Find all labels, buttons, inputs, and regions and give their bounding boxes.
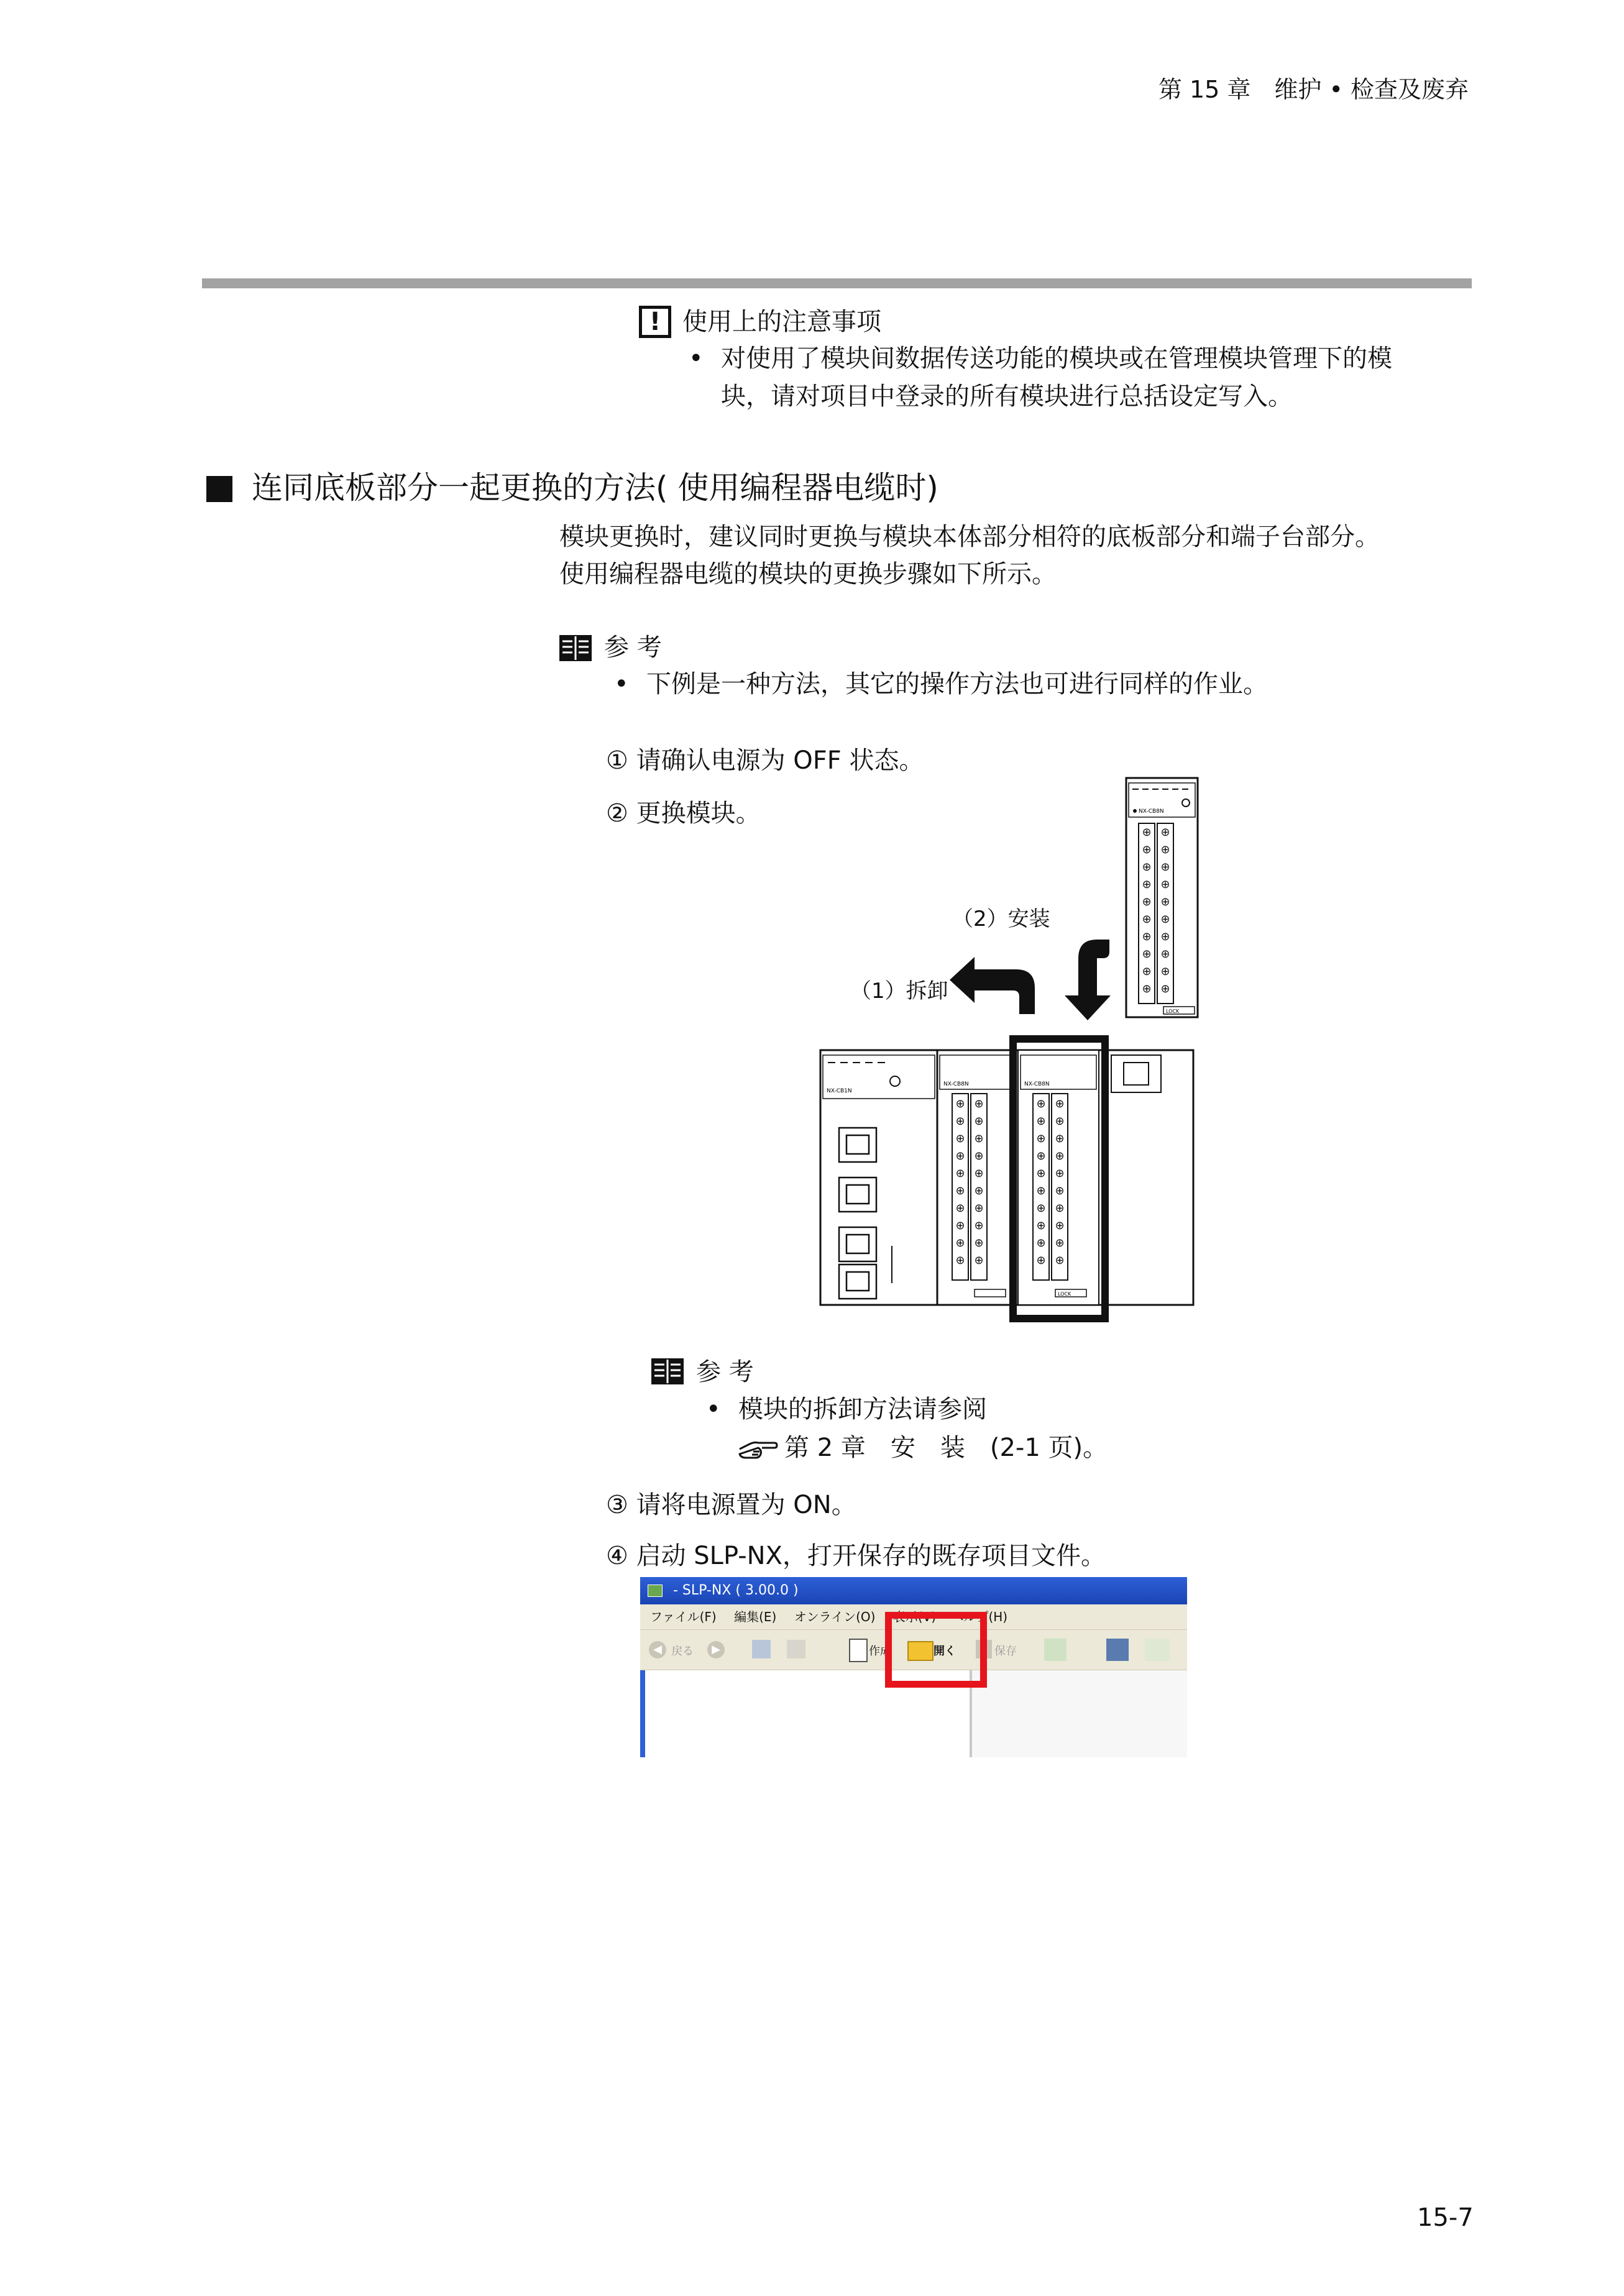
svg-text:⊕: ⊕	[1036, 1202, 1046, 1215]
replacement-module	[1126, 778, 1198, 1017]
svg-text:⊕: ⊕	[955, 1184, 965, 1197]
install-label: （2）安装	[952, 907, 1050, 931]
forward-icon[interactable]: ▶	[707, 1641, 725, 1658]
menu-online[interactable]: オンライン(O)	[794, 1609, 876, 1624]
svg-text:⊕: ⊕	[1036, 1184, 1046, 1197]
svg-text:⊕: ⊕	[955, 1097, 965, 1110]
caution-title: 使用上的注意事项	[682, 308, 881, 336]
module-tag-4: NX-CB8N	[1139, 808, 1164, 815]
svg-text:⊕: ⊕	[955, 1219, 965, 1232]
caution-line-2: 块，请对项目中登录的所有模块进行总括设定写入。	[721, 382, 1293, 411]
chapter-header: 第 15 章 维护 • 检查及废弃	[1158, 76, 1469, 103]
chapter-link[interactable]: 第 2 章 安 装 (2-1 页)。	[784, 1434, 1108, 1462]
step-3: ③ 请将电源置为 ON。	[606, 1491, 856, 1519]
caution-line-1: 对使用了模块间数据传送功能的模块或在管理模块管理下的模	[721, 344, 1392, 373]
step-1: ① 请确认电源为 OFF 状态。	[606, 746, 924, 775]
reference-bullet: •	[614, 670, 629, 698]
svg-text:⊕: ⊕	[1036, 1115, 1046, 1128]
up-folder-icon[interactable]	[752, 1640, 771, 1658]
svg-text:⊕: ⊕	[974, 1254, 984, 1267]
svg-text:⊕: ⊕	[1036, 1097, 1046, 1110]
svg-text:⊕: ⊕	[1142, 861, 1152, 874]
svg-text:⊕: ⊕	[1036, 1219, 1046, 1232]
step-4: ④ 启动 SLP-NX，打开保存的既存项目文件。	[606, 1542, 1106, 1570]
svg-text:⊕: ⊕	[1055, 1150, 1065, 1163]
svg-text:⊕: ⊕	[1160, 948, 1170, 961]
install-arrow	[1065, 940, 1111, 1020]
svg-text:⊕: ⊕	[1160, 843, 1170, 856]
svg-text:⊕: ⊕	[955, 1202, 965, 1215]
svg-text:⊕: ⊕	[1036, 1167, 1046, 1180]
app-icon	[648, 1585, 663, 1597]
module-replacement-diagram	[814, 764, 1218, 1342]
reference-2-bullet: •	[706, 1395, 721, 1424]
reference-book-icon	[558, 633, 593, 664]
menu-help[interactable]: ヘルプ(H)	[951, 1609, 1008, 1624]
module-tag-2: NX-CB8N	[943, 1081, 969, 1087]
caution-icon: !	[639, 306, 671, 338]
svg-text:⊕: ⊕	[974, 1132, 984, 1145]
menu-file[interactable]: ファイル(F)	[650, 1609, 717, 1624]
lock-label-2: LOCK	[1058, 1291, 1071, 1297]
section-marker-icon	[206, 476, 232, 502]
svg-text:⊕: ⊕	[1036, 1254, 1046, 1267]
svg-text:⊕: ⊕	[1055, 1202, 1065, 1215]
reference-title: 参 考	[604, 633, 662, 662]
monitor-icon[interactable]	[1106, 1639, 1129, 1661]
module-tag-3: NX-CB8N	[1024, 1081, 1050, 1087]
back-icon[interactable]: ◀	[649, 1641, 666, 1658]
menu-edit[interactable]: 編集(E)	[734, 1609, 777, 1624]
svg-text:⊕: ⊕	[955, 1237, 965, 1250]
svg-text:⊕: ⊕	[1036, 1150, 1046, 1163]
reference-book-icon-2	[650, 1356, 685, 1387]
svg-text:⊕: ⊕	[1055, 1097, 1065, 1110]
svg-text:⊕: ⊕	[1055, 1115, 1065, 1128]
back-button[interactable]: 戻る	[671, 1645, 694, 1658]
section-title: 连同底板部分一起更换的方法( 使用编程器电缆时)	[252, 470, 938, 506]
svg-text:⊕: ⊕	[1055, 1219, 1065, 1232]
svg-text:⊕: ⊕	[955, 1150, 965, 1163]
remove-arrow	[950, 957, 1035, 1014]
page-number: 15-7	[1417, 2203, 1474, 2232]
open-button-highlight	[885, 1612, 987, 1688]
svg-text:⊕: ⊕	[1160, 895, 1170, 908]
tool-icon[interactable]	[1145, 1639, 1170, 1661]
menu-view[interactable]: 表示(V)	[892, 1609, 937, 1624]
svg-text:⊕: ⊕	[1142, 930, 1152, 943]
svg-text:⊕: ⊕	[1142, 982, 1152, 995]
svg-text:⊕: ⊕	[1142, 826, 1152, 839]
open-button[interactable]: 開く	[934, 1645, 956, 1658]
svg-text:⊕: ⊕	[1142, 895, 1152, 908]
header-rule	[202, 278, 1472, 288]
transfer-icon[interactable]	[1044, 1639, 1067, 1661]
svg-text:⊕: ⊕	[1160, 982, 1170, 995]
svg-text:⊕: ⊕	[1160, 913, 1170, 926]
svg-text:⊕: ⊕	[974, 1202, 984, 1215]
svg-text:⊕: ⊕	[974, 1237, 984, 1250]
svg-text:⊕: ⊕	[955, 1132, 965, 1145]
save-button[interactable]: 保存	[994, 1645, 1017, 1658]
reference-text: 下例是一种方法，其它的操作方法也可进行同样的作业。	[646, 670, 1268, 698]
svg-text:⊕: ⊕	[1036, 1132, 1046, 1145]
svg-text:⊕: ⊕	[974, 1219, 984, 1232]
svg-text:⊕: ⊕	[1142, 948, 1152, 961]
lock-label-1: LOCK	[1166, 1009, 1180, 1014]
svg-text:⊕: ⊕	[1160, 965, 1170, 978]
home-icon[interactable]	[787, 1640, 805, 1658]
svg-text:⊕: ⊕	[1142, 913, 1152, 926]
svg-text:⊕: ⊕	[1055, 1254, 1065, 1267]
svg-text:⊕: ⊕	[955, 1115, 965, 1128]
app-left-pane	[640, 1670, 645, 1757]
svg-text:⊕: ⊕	[955, 1167, 965, 1180]
section-paragraph-line-2: 使用编程器电缆的模块的更换步骤如下所示。	[559, 560, 1057, 588]
svg-text:⊕: ⊕	[1160, 930, 1170, 943]
svg-text:⊕: ⊕	[1036, 1237, 1046, 1250]
svg-text:⊕: ⊕	[1142, 878, 1152, 891]
module-rack	[820, 1039, 1193, 1319]
step-2: ② 更换模块。	[606, 799, 761, 828]
module-tag-1: NX-CB1N	[827, 1088, 852, 1094]
app-titlebar	[640, 1577, 1187, 1604]
svg-text:⊕: ⊕	[974, 1167, 984, 1180]
new-button[interactable]: 作成	[869, 1645, 891, 1658]
reference-2-title: 参 考	[696, 1358, 754, 1386]
remove-label: （1）拆卸	[850, 979, 948, 1004]
svg-text:⊕: ⊕	[1055, 1184, 1065, 1197]
svg-text:⊕: ⊕	[974, 1115, 984, 1128]
app-right-pane	[972, 1670, 1187, 1757]
section-paragraph-line-1: 模块更换时，建议同时更换与模块本体部分相符的底板部分和端子台部分。	[559, 523, 1380, 551]
reference-2-text: 模块的拆卸方法请参阅	[738, 1395, 987, 1424]
svg-text:⊕: ⊕	[1160, 861, 1170, 874]
svg-text:⊕: ⊕	[1160, 826, 1170, 839]
caution-bullet: •	[689, 344, 704, 373]
pointing-hand-icon	[737, 1435, 778, 1465]
svg-text:⊕: ⊕	[1055, 1167, 1065, 1180]
new-file-icon[interactable]	[849, 1639, 868, 1662]
svg-text:⊕: ⊕	[974, 1097, 984, 1110]
svg-text:⊕: ⊕	[955, 1254, 965, 1267]
svg-text:⊕: ⊕	[974, 1184, 984, 1197]
svg-text:⊕: ⊕	[1160, 878, 1170, 891]
svg-text:⊕: ⊕	[1055, 1132, 1065, 1145]
svg-text:⊕: ⊕	[1142, 965, 1152, 978]
svg-text:⊕: ⊕	[974, 1150, 984, 1163]
svg-text:⊕: ⊕	[1142, 843, 1152, 856]
app-title: - SLP-NX ( 3.00.0 )	[673, 1583, 799, 1598]
svg-text:⊕: ⊕	[1055, 1237, 1065, 1250]
slp-nx-screenshot	[640, 1577, 1187, 1757]
